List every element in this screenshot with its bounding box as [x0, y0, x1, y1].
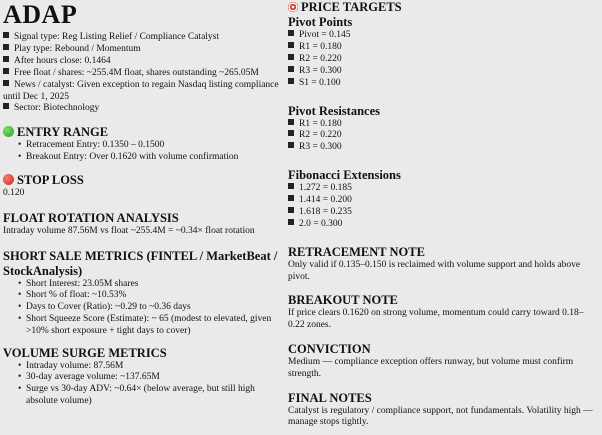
square-bullet-icon — [3, 103, 9, 109]
left-column — [3, 0, 283, 408]
summary-item: News / catalyst: Given exception to regain Nasdaq listing compliance until Dec 1, 2025 — [3, 79, 279, 102]
square-bullet-icon — [288, 207, 294, 213]
list-item: Pivot = 0.145 — [288, 30, 598, 42]
volume-surge-heading: VOLUME SURGE METRICS — [3, 345, 167, 360]
square-bullet-icon — [288, 54, 294, 60]
green-circle-icon — [3, 126, 14, 137]
list-item: R2 = 0.220 — [288, 130, 598, 142]
ticker-title: ADAP — [3, 0, 78, 29]
fibonacci-heading: Fibonacci Extensions — [288, 168, 401, 183]
square-bullet-icon — [288, 219, 294, 225]
float-rotation-heading: FLOAT ROTATION ANALYSIS — [3, 210, 179, 225]
entry-range-list — [3, 140, 283, 164]
list-item: • Short % of float: ~10.53% — [18, 290, 283, 302]
pivot-points-list — [288, 30, 598, 90]
square-bullet-icon — [3, 68, 9, 74]
list-item: 1.414 = 0.200 — [288, 195, 598, 207]
square-bullet-icon — [288, 183, 294, 189]
retracement-note-heading: RETRACEMENT NOTE — [288, 244, 425, 259]
pivot-points-heading: Pivot Points — [288, 15, 353, 29]
conviction-heading: CONVICTION — [288, 342, 371, 357]
square-bullet-icon — [288, 142, 294, 148]
square-bullet-icon — [288, 78, 294, 84]
target-icon — [288, 2, 298, 12]
square-bullet-icon — [3, 56, 9, 62]
fibonacci-list — [288, 183, 598, 231]
summary-item: Play type: Rebound / Momentum — [3, 44, 283, 56]
square-bullet-icon — [288, 30, 294, 36]
short-sale-heading: SHORT SALE METRICS (FINTEL / MarketBeat / StockAnalysis) — [3, 248, 278, 278]
retracement-note-text: Only valid if 0.135–0.150 is reclaimed with volume support and holds above pivot. — [288, 259, 581, 282]
entry-range-heading: ENTRY RANGE — [3, 125, 283, 140]
list-item: R1 = 0.180 — [288, 119, 598, 131]
square-bullet-icon — [288, 42, 294, 48]
summary-item: After hours close: 0.1464 — [3, 56, 283, 68]
list-item: 1.272 = 0.185 — [288, 183, 598, 195]
list-item: • Breakout Entry: Over 0.1620 with volume confirmation — [18, 152, 283, 164]
list-item: • Intraday volume: 87.56M — [18, 361, 283, 373]
list-item: R3 = 0.300 — [288, 66, 598, 78]
square-bullet-icon — [3, 80, 9, 86]
float-rotation-text: Intraday volume 87.56M vs float ~255.4M = ~0.34× float rotation — [3, 225, 255, 236]
list-item: 2.0 = 0.300 — [288, 219, 598, 231]
red-circle-icon — [3, 174, 14, 185]
list-item: • 30-day average volume: ~137.65M — [18, 372, 283, 384]
square-bullet-icon — [288, 195, 294, 201]
summary-item: Signal type: Reg Listing Relief / Compliance Catalyst — [3, 32, 283, 44]
final-notes-text: Catalyst is regulatory / compliance support, not fundamentals. Volatility high — manage stops tightly. — [288, 405, 593, 428]
square-bullet-icon — [288, 130, 294, 136]
square-bullet-icon — [3, 44, 9, 50]
summary-item: Sector: Biotechnology — [3, 103, 283, 115]
pivot-resistances-heading: Pivot Resistances — [288, 103, 380, 118]
volume-surge-list — [3, 361, 283, 408]
conviction-text: Medium — compliance exception offers runway, but volume must confirm strength. — [288, 357, 574, 379]
breakout-note-heading: BREAKOUT NOTE — [288, 293, 398, 308]
summary-item: Free float / shares: ~255.4M float, shares outstanding ~265.05M — [3, 68, 283, 80]
square-bullet-icon — [288, 66, 294, 72]
list-item: • Short Squeeze Score (Estimate): ~ 65 (modest to elevated, given >10% short exposure + tight days to cover) — [18, 314, 283, 338]
short-sale-list — [3, 279, 283, 338]
list-item: R1 = 0.180 — [288, 42, 598, 54]
final-notes-heading: FINAL NOTES — [288, 390, 372, 405]
list-item: • Retracement Entry: 0.1350 – 0.1500 — [18, 140, 283, 152]
list-item: • Short Interest: 23.05M shares — [18, 279, 283, 291]
breakout-note-text: If price clears 0.1620 on strong volume, momentum could carry toward 0.18–0.22 zones. — [288, 308, 584, 331]
stop-loss-heading: STOP LOSS — [3, 173, 283, 188]
list-item: S1 = 0.100 — [288, 78, 598, 90]
list-item: R3 = 0.300 — [288, 142, 598, 154]
square-bullet-icon — [3, 32, 9, 38]
price-targets-heading: PRICE TARGETS — [288, 0, 598, 15]
square-bullet-icon — [288, 119, 294, 125]
list-item: R2 = 0.220 — [288, 54, 598, 66]
pivot-resistances-list — [288, 119, 598, 155]
list-item: 1.618 = 0.235 — [288, 207, 598, 219]
summary-list — [3, 32, 283, 115]
stop-loss-value: 0.120 — [3, 187, 25, 198]
list-item: • Days to Cover (Ratio): ~0.29 to ~0.36 days — [18, 302, 283, 314]
right-column — [288, 0, 598, 429]
list-item: • Surge vs 30-day ADV: ~0.64× (below average, but still high absolute volume) — [18, 384, 283, 408]
